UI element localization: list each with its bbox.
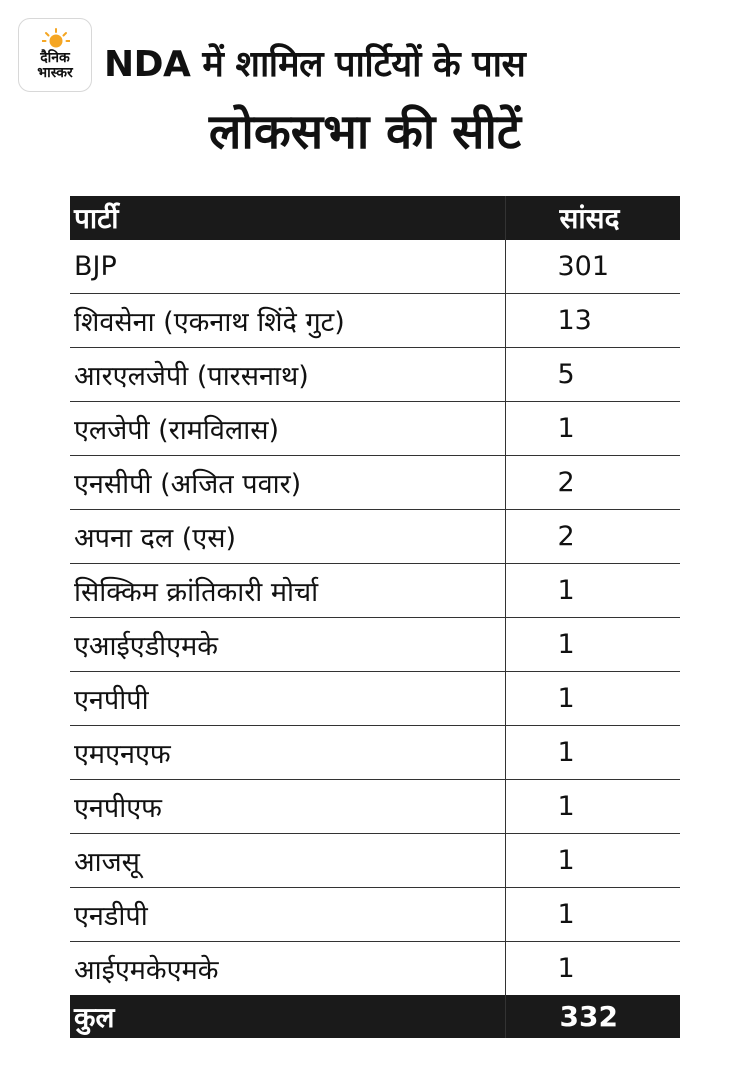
seat-count: 1 (505, 726, 680, 780)
party-name: आईएमकेएमके (70, 942, 505, 996)
sun-core (50, 35, 63, 48)
logo-text-line2: भास्कर (37, 65, 73, 81)
party-name: सिक्किम क्रांतिकारी मोर्चा (70, 564, 505, 618)
table-row (70, 726, 680, 780)
header-party: पार्टी (70, 196, 505, 240)
party-name: BJP (70, 240, 505, 294)
party-name: आजसू (70, 834, 505, 888)
party-name: आरएलजेपी (पारसनाथ) (70, 348, 505, 402)
seat-count: 1 (505, 618, 680, 672)
seat-count: 1 (505, 888, 680, 942)
party-name: शिवसेना (एकनाथ शिंदे गुट) (70, 294, 505, 348)
seat-count: 5 (505, 348, 680, 402)
seat-count: 1 (505, 672, 680, 726)
table-row (70, 888, 680, 942)
seat-count: 1 (505, 780, 680, 834)
seat-count: 1 (505, 402, 680, 456)
logo-text-line1: दैनिक (40, 50, 70, 66)
table-row (70, 240, 680, 294)
table-row (70, 564, 680, 618)
sun-icon (42, 28, 70, 52)
party-name: एनडीपी (70, 888, 505, 942)
table-row (70, 510, 680, 564)
party-name: एनसीपी (अजित पवार) (70, 456, 505, 510)
table-row (70, 618, 680, 672)
table-row (70, 834, 680, 888)
table-row (70, 294, 680, 348)
seats-table (70, 196, 680, 1038)
seat-count: 1 (505, 834, 680, 888)
seat-count: 2 (505, 510, 680, 564)
table-header-row (70, 196, 680, 240)
brand-logo (18, 18, 92, 92)
party-name: एलजेपी (रामविलास) (70, 402, 505, 456)
total-value: 332 (505, 995, 680, 1038)
table-row (70, 348, 680, 402)
seat-count: 1 (557, 953, 575, 984)
party-name: एमएनएफ (70, 726, 505, 780)
table-row (70, 456, 680, 510)
title-line2: लोकसभा की सीटें (208, 104, 522, 160)
table-row (70, 942, 680, 996)
seat-count: 1 (505, 564, 680, 618)
table-body (70, 240, 680, 995)
table-row (70, 780, 680, 834)
total-label: कुल (70, 995, 505, 1038)
total-row (70, 995, 680, 1038)
seat-count: 301 (505, 240, 680, 294)
title-line1: NDA में शामिल पार्टियों के पास (104, 44, 526, 85)
seat-count: 2 (505, 456, 680, 510)
header-seats: सांसद (505, 196, 680, 240)
party-name: एनपीएफ (70, 780, 505, 834)
party-name: अपना दल (एस) (70, 510, 505, 564)
party-name: एनपीपी (70, 672, 505, 726)
party-name: एआईएडीएमके (70, 618, 505, 672)
table-row (70, 402, 680, 456)
table-row (70, 672, 680, 726)
seat-count: 13 (505, 294, 680, 348)
